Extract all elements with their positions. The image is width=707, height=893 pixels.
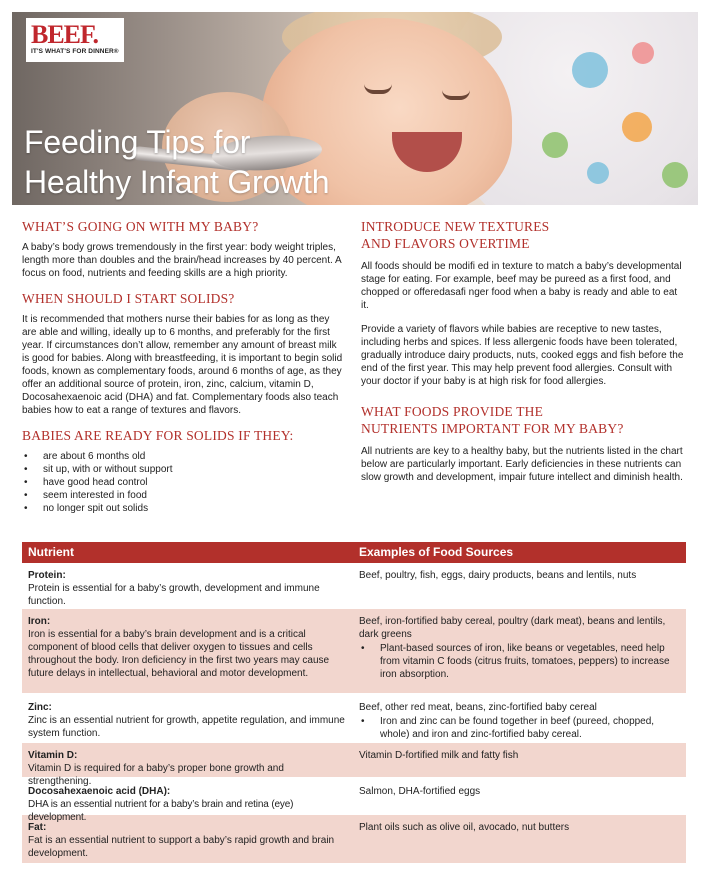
sources-note: • Iron and zinc can be found together in beef (pureed, chopped, whole) and iron and zinc-fortified baby cereal. [359,715,680,741]
title-line-1: Feeding Tips for [24,124,251,160]
section-new-textures [361,218,686,388]
nutrient-description: Iron is essential for a baby’s brain development and is a critical component of blood cells that deliver oxygen to tissues and cells throughout the body. Iron deficiency in the first two years may cause future delays in intellectual, behavioral and motor development. [28,629,330,679]
title-line-2: Healthy Infant Growth [24,164,330,200]
food-sources: Beef, poultry, fish, eggs, dairy products, beans and lentils, nuts [359,570,637,581]
section-heading [361,403,686,437]
heading-line-2: AND FLAVORS OVERTIME [361,236,530,251]
column-header-food-sources: Examples of Food Sources [359,545,514,559]
food-sources: Beef, iron-fortified baby cereal, poultry (dark meat), beans and lentils, dark greens [359,616,666,640]
nutrient-cell [22,609,353,693]
nutrient-name: Iron: [28,616,51,627]
heading-line-1: WHAT FOODS PROVIDE THE [361,404,544,419]
nutrient-description: Protein is essential for a baby’s growth, development and immune function. [28,583,320,607]
sources-cell [353,815,686,863]
section-whats-going-on [22,218,346,280]
pattern-dot [632,42,654,64]
nutrient-description: Fat is an essential nutrient to support a baby’s rapid growth and brain development. [28,835,335,859]
nutrient-description: Zinc is an essential nutrient for growth, appetite regulation, and immune system function. [28,715,345,739]
food-sources: Vitamin D-fortified milk and fatty fish [359,750,519,761]
table-row [22,779,686,823]
column-header-nutrient: Nutrient [28,545,74,559]
sources-cell [353,695,686,741]
section-heading: WHAT’S GOING ON WITH MY BABY? [22,219,259,234]
sources-cell [353,743,686,777]
pattern-dot [572,52,608,88]
nutrient-name: Fat: [28,822,47,833]
section-what-foods [361,403,686,484]
list-item: • have good head control [22,476,346,489]
food-sources: Beef, other red meat, beans, zinc-fortified baby cereal [359,702,597,713]
table-row [22,743,686,787]
sources-note-list [359,642,680,681]
left-column [22,218,346,525]
nutrient-cell [22,695,353,741]
page-title [24,122,329,202]
logo-tagline: IT'S WHAT'S FOR DINNER® [31,48,119,55]
nutrient-table [22,542,686,865]
sources-cell [353,609,686,693]
pattern-dot [662,162,688,188]
pattern-dot [622,112,652,142]
sources-cell [353,563,686,607]
beef-logo [26,18,124,62]
section-body: All foods should be modifi ed in texture to match a baby’s developmental stage for eating. For example, beef may be pureed as a first food, and chopped or offeredasafi nger food when a baby is ready and able to eat it. [361,261,682,311]
table-row [22,563,686,609]
pattern-dot [587,162,609,184]
heading-line-2: NUTRIENTS IMPORTANT FOR MY BABY? [361,421,624,436]
table-header [22,542,686,563]
right-column [361,218,686,494]
section-body: Provide a variety of flavors while babies are receptive to new tastes, including herbs and spices. If less allergenic foods have been tolerated, gradually introduce dairy products, nuts, cooked eggs and fish before the end of the first year. This may help prevent food allergies. Consult with your doctor if your baby is at high risk for food allergies. [361,324,684,387]
nutrient-name: Protein: [28,570,66,581]
nutrient-name: Vitamin D: [28,750,78,761]
section-heading [361,218,686,252]
section-ready-for-solids [22,427,346,515]
heading-line-1: INTRODUCE NEW TEXTURES [361,219,550,234]
food-sources: Plant oils such as olive oil, avocado, nut butters [359,822,570,833]
pattern-dot [542,132,568,158]
list-item: • seem interested in food [22,489,346,502]
sources-note-list [359,715,680,741]
readiness-list [22,450,346,515]
nutrient-description: Vitamin D is required for a baby’s proper bone growth and strengthening. [28,763,284,787]
sources-note: • Plant-based sources of iron, like beans or vegetables, need help from vitamin C foods (citrus fruits, tomatoes, peppers) to increase iron absorption. [359,642,680,681]
nutrient-name: Docosahexaenoic acid (DHA): [28,786,171,797]
table-row [22,609,686,695]
nutrient-cell [22,779,353,823]
logo-wordmark: BEEF. [31,20,99,49]
food-sources: Salmon, DHA-fortified eggs [359,786,481,797]
section-heading: WHEN SHOULD I START SOLIDS? [22,291,235,306]
table-row [22,815,686,865]
nutrient-cell [22,563,353,607]
section-body: All nutrients are key to a healthy baby, but the nutrients listed in the chart below are particularly important. Early deficiencies in these nutrients can slow growth and development, impair future intellect and diminish health. [361,446,683,483]
list-item: • are about 6 months old [22,450,346,463]
section-heading: BABIES ARE READY FOR SOLIDS IF THEY: [22,428,294,443]
sources-cell [353,779,686,813]
table-row [22,695,686,743]
nutrient-name: Zinc: [28,702,52,713]
nutrient-cell [22,815,353,863]
section-when-start-solids [22,290,346,417]
section-body: A baby’s body grows tremendously in the first year: body weight triples, length more than doubles and the brain/head increases by 40 percent. A focus on food, nutrients and feeding skills are a high priority. [22,242,342,279]
list-item: • sit up, with or without support [22,463,346,476]
section-body: It is recommended that mothers nurse their babies for as long as they are able and willing, ideally up to 6 months, and preferably for the first year. If circumstances don’t allow, remember any amount of breast milk is good for babies. Along with breastfeeding, it is important to begin solid foods, known as complementary foods, around 6 months of age, as they offer an additional source of protein, iron, zinc, calcium, vitamin D, Docosahexaenoic acid (DHA) and fat. Complementary foods also teach babies how to eat a range of textures and flavors. [22,314,343,416]
list-item: • no longer spit out solids [22,502,346,515]
nutrient-cell [22,743,353,787]
nutrient-description: DHA is an essential nutrient for a baby’s brain and retina (eye) development. [28,799,294,823]
